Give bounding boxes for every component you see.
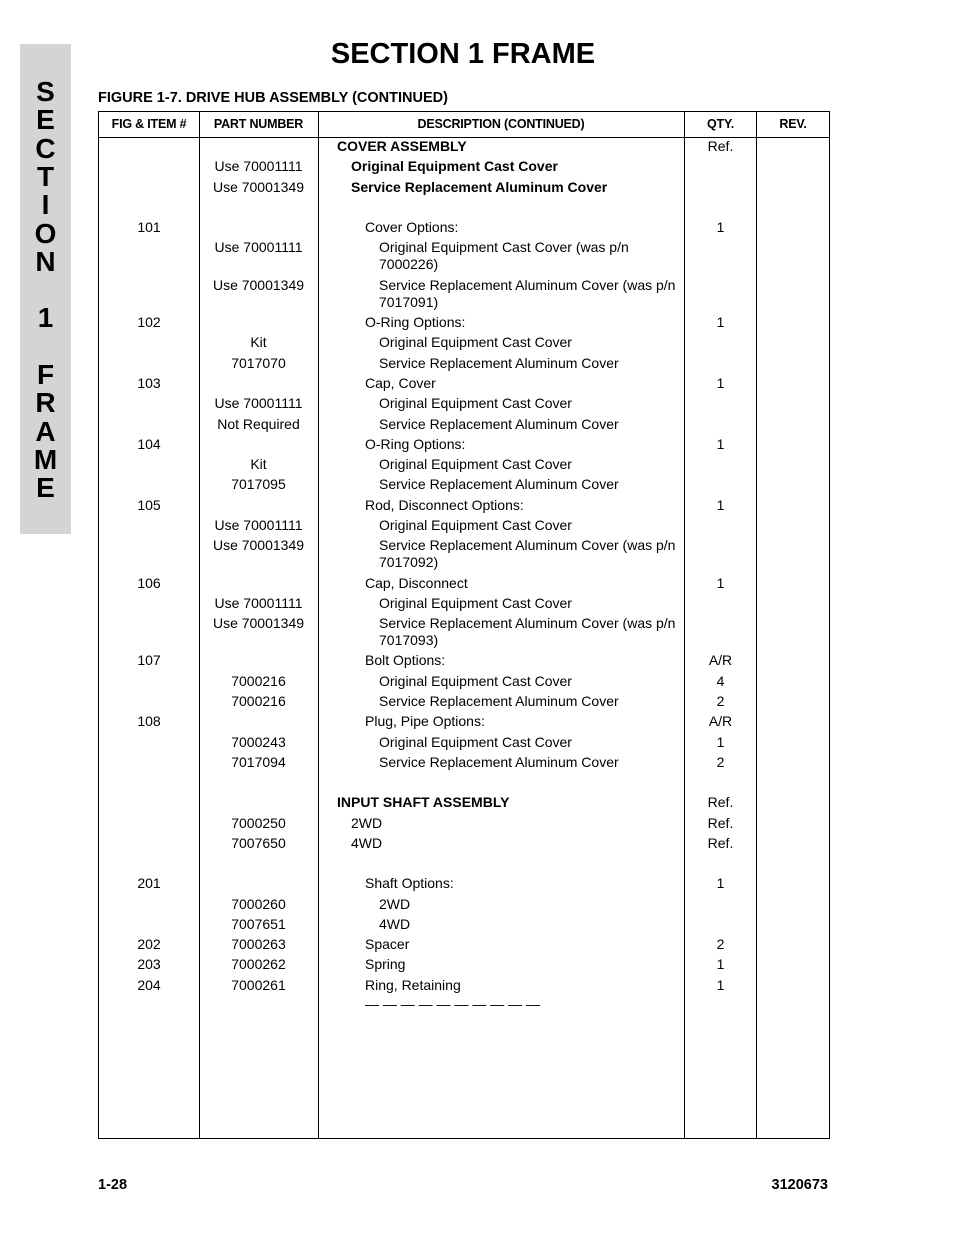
side-tab-letter: R: [35, 387, 56, 419]
part-number-cell: 7000216: [231, 693, 286, 709]
description-cell: Service Replacement Aluminum Cover: [351, 179, 608, 195]
description-cell: Cap, Disconnect: [365, 575, 468, 591]
part-number-cell: 7000263: [231, 936, 286, 952]
qty-cell: 2: [716, 936, 725, 952]
header-part-number: PART NUMBER: [213, 117, 304, 131]
description-cell: Original Equipment Cast Cover: [379, 517, 572, 533]
side-tab-letter: E: [36, 104, 55, 136]
qty-cell: 1: [716, 875, 725, 891]
side-tab-letter: I: [41, 189, 50, 221]
qty-cell: 1: [716, 436, 725, 452]
description-cell: INPUT SHAFT ASSEMBLY: [337, 794, 510, 810]
part-number-cell: Use 70001111: [214, 395, 303, 411]
side-tab-letter: C: [35, 132, 56, 164]
part-number-cell: Kit: [250, 334, 267, 350]
fig-item-cell: 105: [137, 497, 161, 513]
description-cell: Service Replacement Aluminum Cover: [379, 693, 619, 709]
fig-item-cell: 201: [137, 875, 161, 891]
part-number-cell: Use 70001111: [214, 239, 303, 255]
description-cell: Original Equipment Cast Cover: [379, 395, 572, 411]
description-cell: COVER ASSEMBLY: [337, 138, 467, 154]
side-tab-letter: A: [35, 415, 56, 447]
description-cell: Service Replacement Aluminum Cover (was p/n 7017093): [379, 615, 676, 648]
fig-item-cell: 202: [137, 936, 161, 952]
description-cell: Spacer: [365, 936, 410, 952]
fig-item-cell: 108: [137, 713, 161, 729]
description-cell: Original Equipment Cast Cover: [351, 158, 558, 174]
description-cell: 2WD: [379, 896, 411, 912]
part-number-cell: Use 70001349: [212, 615, 305, 631]
part-number-cell: 7000216: [231, 673, 286, 689]
part-number-cell: Use 70001349: [212, 277, 305, 293]
column-divider: [756, 111, 757, 1138]
page-number: 1-28: [98, 1177, 128, 1193]
qty-cell: Ref.: [707, 815, 734, 831]
page-title: SECTION 1 FRAME: [330, 38, 596, 70]
part-number-cell: 7000261: [231, 977, 286, 993]
qty-cell: A/R: [708, 652, 733, 668]
description-cell: Original Equipment Cast Cover (was p/n 7000226): [379, 239, 629, 272]
side-tab-letter: M: [33, 443, 58, 475]
description-cell: O-Ring Options:: [365, 436, 466, 452]
fig-item-cell: 204: [137, 977, 161, 993]
side-tab-letter: O: [34, 217, 57, 249]
description-cell: Cover Options:: [365, 219, 459, 235]
description-cell: Rod, Disconnect Options:: [365, 497, 524, 513]
section-side-tab: [20, 44, 71, 534]
description-cell: Original Equipment Cast Cover: [379, 673, 572, 689]
part-number-cell: 7017070: [231, 355, 286, 371]
side-tab-letter: S: [36, 76, 55, 107]
qty-cell: 2: [716, 754, 725, 770]
description-cell: Original Equipment Cast Cover: [379, 456, 572, 472]
part-number-cell: 7000243: [231, 734, 286, 750]
qty-cell: 1: [716, 956, 725, 972]
fig-item-cell: 203: [137, 956, 161, 972]
fig-item-cell: 102: [137, 314, 161, 330]
side-tab-letter: E: [36, 472, 55, 504]
description-cell: Service Replacement Aluminum Cover: [379, 416, 619, 432]
description-cell: Original Equipment Cast Cover: [379, 595, 572, 611]
header-fig-item: FIG & ITEM #: [111, 117, 187, 131]
qty-cell: 1: [716, 977, 725, 993]
description-cell: Service Replacement Aluminum Cover: [379, 754, 619, 770]
document-number: 3120673: [771, 1177, 828, 1193]
part-number-cell: Use 70001111: [214, 158, 303, 174]
part-number-cell: 7007651: [231, 916, 286, 932]
part-number-cell: Kit: [250, 456, 267, 472]
part-number-cell: 7017094: [231, 754, 286, 770]
qty-cell: 1: [716, 375, 725, 391]
part-number-cell: 7007650: [231, 835, 286, 851]
part-number-cell: 7000260: [231, 896, 286, 912]
qty-cell: Ref.: [707, 794, 734, 810]
side-tab-letter: 1: [37, 302, 54, 334]
fig-item-cell: 107: [137, 652, 161, 668]
qty-cell: Ref.: [707, 138, 734, 154]
description-cell: Original Equipment Cast Cover: [379, 734, 572, 750]
qty-cell: 1: [716, 219, 725, 235]
qty-cell: 1: [716, 734, 725, 750]
fig-item-cell: 101: [137, 219, 161, 235]
description-cell: Cap, Cover: [365, 375, 436, 391]
description-cell: — — — — — — — — — —: [365, 996, 541, 1012]
header-qty: QTY.: [707, 117, 734, 131]
description-cell: Original Equipment Cast Cover: [379, 334, 572, 350]
description-cell: Plug, Pipe Options:: [365, 713, 485, 729]
part-number-cell: Use 70001111: [214, 595, 303, 611]
qty-cell: 1: [716, 314, 725, 330]
qty-cell: 4: [716, 673, 725, 689]
part-number-cell: 7000250: [231, 815, 286, 831]
description-cell: 4WD: [351, 835, 383, 851]
part-number-cell: Use 70001111: [214, 517, 303, 533]
description-cell: Ring, Retaining: [365, 977, 461, 993]
description-cell: Service Replacement Aluminum Cover (was p/n 7017091): [379, 277, 676, 310]
description-cell: Service Replacement Aluminum Cover (was p/n 7017092): [379, 537, 676, 570]
side-tab-letter: F: [36, 359, 55, 390]
qty-cell: 1: [716, 575, 725, 591]
description-cell: Bolt Options:: [365, 652, 446, 668]
description-cell: Service Replacement Aluminum Cover: [379, 355, 619, 371]
qty-cell: 2: [716, 693, 725, 709]
qty-cell: A/R: [708, 713, 733, 729]
description-cell: Shaft Options:: [365, 875, 454, 891]
part-number-cell: 7000262: [231, 956, 286, 972]
qty-cell: 1: [716, 497, 725, 513]
qty-cell: Ref.: [707, 835, 734, 851]
description-cell: 4WD: [379, 916, 411, 932]
column-divider: [318, 111, 319, 1138]
description-cell: Service Replacement Aluminum Cover: [379, 476, 619, 492]
part-number-cell: Use 70001349: [212, 537, 305, 553]
fig-item-cell: 104: [137, 436, 161, 452]
part-number-cell: Not Required: [217, 416, 300, 432]
part-number-cell: 7017095: [231, 476, 286, 492]
side-tab-letter: T: [36, 160, 55, 192]
header-rev: REV.: [779, 117, 807, 131]
part-number-cell: Use 70001349: [212, 179, 305, 195]
header-description: DESCRIPTION (CONTINUED): [417, 117, 585, 131]
figure-title: FIGURE 1-7. DRIVE HUB ASSEMBLY (CONTINUED): [98, 90, 448, 106]
fig-item-cell: 106: [137, 575, 161, 591]
description-cell: O-Ring Options:: [365, 314, 466, 330]
side-tab-letter: N: [35, 245, 56, 277]
description-cell: Spring: [365, 956, 406, 972]
description-cell: 2WD: [351, 815, 383, 831]
fig-item-cell: 103: [137, 375, 161, 391]
